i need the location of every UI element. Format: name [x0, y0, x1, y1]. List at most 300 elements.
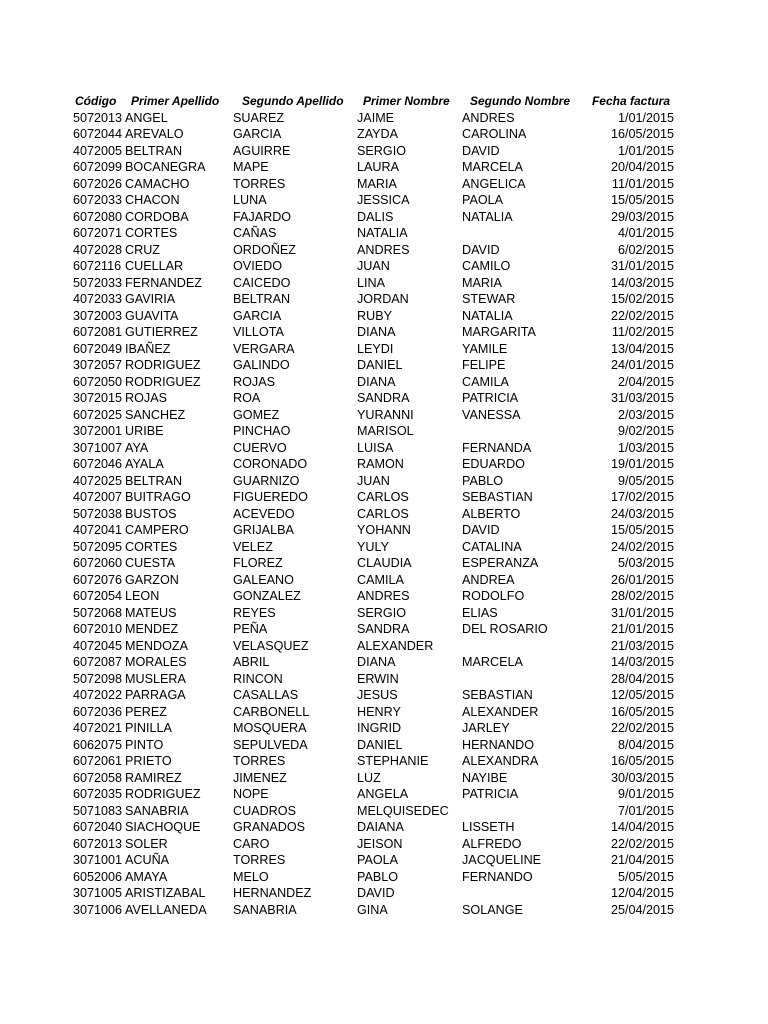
cell-segundo-apellido: GALINDO — [233, 358, 290, 372]
cell-fecha-factura: 12/05/2015 — [610, 688, 674, 702]
cell-segundo-nombre: HERNANDO — [462, 737, 535, 752]
table-row — [0, 555, 768, 572]
cell-segundo-apellido: GUARNIZO — [233, 473, 300, 488]
cell-primer-nombre: DALIS — [357, 209, 394, 224]
cell-segundo-apellido: REYES — [233, 605, 276, 620]
cell-primer-apellido: CRUZ — [125, 242, 160, 257]
cell-codigo: 6072081 — [73, 325, 123, 339]
cell-fecha-factura: 31/03/2015 — [610, 391, 674, 405]
cell-segundo-apellido: CASALLAS — [233, 688, 299, 702]
cell-segundo-nombre: DAVID — [462, 143, 500, 158]
cell-segundo-nombre: JARLEY — [462, 721, 510, 735]
cell-segundo-nombre: CAMILO — [462, 259, 511, 273]
table-row — [0, 258, 768, 275]
cell-primer-nombre: DIANA — [357, 655, 396, 669]
cell-fecha-factura: 14/04/2015 — [610, 820, 674, 834]
cell-primer-nombre: ANDRES — [357, 589, 410, 603]
cell-primer-nombre: JESSICA — [357, 193, 410, 207]
cell-segundo-apellido: GARCIA — [233, 308, 282, 323]
cell-primer-apellido: GUAVITA — [125, 308, 179, 323]
cell-codigo: 6072054 — [73, 589, 123, 603]
header-segundo-nombre: Segundo Nombre — [470, 94, 571, 108]
cell-primer-apellido: ANGEL — [125, 110, 168, 125]
cell-fecha-factura: 24/03/2015 — [610, 506, 674, 521]
cell-fecha-factura: 29/03/2015 — [610, 209, 674, 224]
cell-fecha-factura: 15/05/2015 — [610, 193, 674, 207]
cell-fecha-factura: 25/04/2015 — [610, 902, 674, 917]
cell-fecha-factura: 22/02/2015 — [610, 836, 674, 851]
cell-primer-apellido: SIACHOQUE — [125, 820, 201, 834]
cell-primer-nombre: NATALIA — [357, 226, 408, 240]
cell-segundo-nombre: LISSETH — [462, 820, 515, 834]
table-row — [0, 341, 768, 358]
cell-codigo: 6072040 — [73, 820, 123, 834]
cell-segundo-nombre: ANGELICA — [462, 176, 526, 191]
cell-fecha-factura: 22/02/2015 — [610, 721, 674, 735]
table-row — [0, 275, 768, 292]
cell-fecha-factura: 26/01/2015 — [610, 572, 674, 587]
table-row — [0, 704, 768, 721]
cell-fecha-factura: 14/03/2015 — [610, 655, 674, 669]
cell-primer-nombre: INGRID — [357, 721, 402, 735]
cell-segundo-apellido: GARCIA — [233, 127, 282, 141]
table-row — [0, 572, 768, 589]
table-row — [0, 737, 768, 754]
table-row — [0, 720, 768, 737]
cell-segundo-nombre: PATRICIA — [462, 787, 519, 801]
cell-fecha-factura: 20/04/2015 — [610, 160, 674, 174]
cell-primer-nombre: JAIME — [357, 110, 395, 125]
table-row — [0, 605, 768, 622]
cell-primer-nombre: DANIEL — [357, 737, 403, 752]
table-row — [0, 621, 768, 638]
cell-fecha-factura: 2/03/2015 — [617, 407, 674, 422]
cell-primer-apellido: LEON — [125, 589, 160, 603]
cell-primer-apellido: AMAYA — [125, 869, 168, 884]
cell-segundo-nombre: MARCELA — [462, 655, 523, 669]
table-row — [0, 489, 768, 506]
header-row — [0, 93, 768, 110]
table-row — [0, 885, 768, 902]
cell-primer-nombre: SERGIO — [357, 605, 406, 620]
cell-primer-nombre: DIANA — [357, 374, 396, 389]
cell-segundo-nombre: MARGARITA — [462, 325, 536, 339]
cell-codigo: 3071005 — [73, 886, 123, 900]
cell-fecha-factura: 16/05/2015 — [610, 754, 674, 768]
cell-primer-apellido: RODRIGUEZ — [125, 787, 201, 801]
cell-segundo-nombre: MARIA — [462, 275, 502, 290]
cell-segundo-apellido: CORONADO — [233, 457, 308, 471]
cell-codigo: 5072095 — [73, 539, 123, 554]
cell-primer-nombre: CARLOS — [357, 506, 409, 521]
cell-primer-nombre: JUAN — [357, 473, 390, 488]
table-row — [0, 143, 768, 160]
cell-primer-apellido: BELTRAN — [125, 473, 183, 488]
table-row — [0, 506, 768, 523]
table-row — [0, 852, 768, 869]
cell-primer-nombre: LAURA — [357, 160, 399, 174]
cell-primer-nombre: LINA — [357, 275, 385, 290]
cell-primer-apellido: MATEUS — [125, 605, 177, 620]
table-row — [0, 209, 768, 226]
cell-segundo-nombre: DEL ROSARIO — [462, 622, 548, 636]
cell-fecha-factura: 16/05/2015 — [610, 704, 674, 719]
cell-segundo-apellido: RINCON — [233, 671, 283, 686]
cell-primer-nombre: JORDAN — [357, 292, 409, 306]
table-row — [0, 126, 768, 143]
table-row — [0, 638, 768, 655]
table-body — [0, 110, 768, 919]
header-segundo-apellido: Segundo Apellido — [242, 94, 344, 108]
cell-segundo-nombre: SOLANGE — [462, 902, 523, 917]
cell-primer-apellido: URIBE — [125, 424, 164, 438]
cell-segundo-apellido: NOPE — [233, 787, 269, 801]
cell-segundo-apellido: MELO — [233, 869, 269, 884]
cell-primer-apellido: PRIETO — [125, 754, 172, 768]
cell-segundo-apellido: CAICEDO — [233, 275, 291, 290]
table-row — [0, 522, 768, 539]
cell-fecha-factura: 2/04/2015 — [617, 374, 674, 389]
cell-primer-nombre: YURANNI — [357, 407, 414, 422]
cell-segundo-apellido: ROJAS — [233, 374, 275, 389]
cell-segundo-apellido: VILLOTA — [233, 325, 284, 339]
cell-codigo: 4072021 — [73, 721, 123, 735]
cell-primer-nombre: GINA — [357, 902, 388, 917]
cell-codigo: 4072007 — [73, 490, 123, 504]
cell-fecha-factura: 15/02/2015 — [610, 292, 674, 306]
table-row — [0, 324, 768, 341]
cell-segundo-apellido: PINCHAO — [233, 424, 291, 438]
cell-primer-nombre: DANIEL — [357, 358, 403, 372]
cell-codigo: 4072025 — [73, 473, 123, 488]
cell-codigo: 5072033 — [73, 275, 123, 290]
cell-codigo: 6072058 — [73, 770, 123, 785]
cell-segundo-apellido: CUERVO — [233, 440, 287, 455]
cell-primer-apellido: CUESTA — [125, 556, 176, 570]
cell-primer-nombre: JEISON — [357, 836, 403, 851]
cell-primer-apellido: GAVIRIA — [125, 292, 176, 306]
cell-primer-apellido: PINILLA — [125, 721, 172, 735]
cell-primer-apellido: BUITRAGO — [125, 490, 191, 504]
cell-fecha-factura: 14/03/2015 — [610, 275, 674, 290]
cell-primer-apellido: MENDOZA — [125, 638, 188, 653]
cell-codigo: 6072071 — [73, 226, 123, 240]
cell-fecha-factura: 31/01/2015 — [610, 605, 674, 620]
cell-codigo: 5072098 — [73, 671, 123, 686]
cell-segundo-apellido: GRANADOS — [233, 820, 306, 834]
table-row — [0, 423, 768, 440]
cell-segundo-apellido: SEPULVEDA — [233, 737, 308, 752]
cell-primer-apellido: BELTRAN — [125, 143, 183, 158]
cell-primer-apellido: CHACON — [125, 193, 180, 207]
cell-primer-apellido: BUSTOS — [125, 506, 177, 521]
cell-codigo: 3071001 — [73, 853, 123, 867]
cell-segundo-apellido: CARO — [233, 836, 270, 851]
cell-primer-nombre: SANDRA — [357, 622, 410, 636]
cell-primer-nombre: RAMON — [357, 457, 404, 471]
cell-segundo-nombre: ANDRES — [462, 110, 515, 125]
cell-codigo: 3072001 — [73, 424, 123, 438]
cell-segundo-apellido: ROA — [233, 391, 261, 405]
cell-primer-apellido: PEREZ — [125, 704, 167, 719]
cell-primer-apellido: ROJAS — [125, 391, 167, 405]
cell-codigo: 6072076 — [73, 572, 123, 587]
cell-primer-nombre: ERWIN — [357, 671, 399, 686]
cell-codigo: 4072022 — [73, 688, 123, 702]
cell-segundo-apellido: FAJARDO — [233, 209, 292, 224]
cell-segundo-apellido: ABRIL — [233, 655, 270, 669]
cell-primer-nombre: CAMILA — [357, 572, 404, 587]
cell-primer-nombre: CLAUDIA — [357, 556, 412, 570]
cell-segundo-nombre: FERNANDA — [462, 440, 532, 455]
cell-fecha-factura: 13/04/2015 — [610, 341, 674, 356]
cell-primer-nombre: SANDRA — [357, 391, 410, 405]
cell-fecha-factura: 1/01/2015 — [617, 110, 674, 125]
cell-codigo: 6072026 — [73, 176, 123, 191]
cell-primer-nombre: JESUS — [357, 688, 398, 702]
cell-fecha-factura: 24/02/2015 — [610, 539, 674, 554]
cell-segundo-apellido: OVIEDO — [233, 259, 282, 273]
cell-primer-nombre: STEPHANIE — [357, 754, 429, 768]
cell-fecha-factura: 19/01/2015 — [610, 457, 674, 471]
table-row — [0, 819, 768, 836]
cell-primer-nombre: LEYDI — [357, 341, 394, 356]
cell-primer-nombre: PABLO — [357, 869, 399, 884]
cell-primer-nombre: DAIANA — [357, 820, 404, 834]
cell-primer-nombre: JUAN — [357, 259, 390, 273]
cell-codigo: 6072049 — [73, 341, 123, 356]
cell-fecha-factura: 1/03/2015 — [617, 440, 674, 455]
cell-primer-apellido: RODRIGUEZ — [125, 374, 201, 389]
cell-primer-nombre: PAOLA — [357, 853, 399, 867]
table-row — [0, 803, 768, 820]
cell-fecha-factura: 11/01/2015 — [611, 176, 674, 191]
cell-fecha-factura: 24/01/2015 — [610, 358, 674, 372]
cell-primer-apellido: ACUÑA — [125, 853, 170, 867]
table-row — [0, 869, 768, 886]
cell-segundo-nombre: ALBERTO — [462, 506, 521, 521]
cell-codigo: 6072046 — [73, 457, 123, 471]
cell-codigo: 6072087 — [73, 655, 123, 669]
cell-fecha-factura: 9/02/2015 — [617, 424, 674, 438]
cell-primer-nombre: MELQUISEDEC — [357, 803, 449, 818]
cell-segundo-nombre: NATALIA — [462, 308, 513, 323]
cell-primer-apellido: CAMPERO — [125, 523, 189, 537]
cell-codigo: 3072057 — [73, 358, 123, 372]
cell-segundo-nombre: DAVID — [462, 523, 500, 537]
table-row — [0, 110, 768, 127]
cell-primer-apellido: AYALA — [125, 457, 164, 471]
table-row — [0, 357, 768, 374]
header-primer-nombre: Primer Nombre — [363, 94, 450, 108]
cell-primer-apellido: AREVALO — [125, 127, 184, 141]
cell-primer-apellido: ARISTIZABAL — [125, 886, 206, 900]
cell-fecha-factura: 6/02/2015 — [617, 242, 674, 257]
cell-primer-apellido: RODRIGUEZ — [125, 358, 201, 372]
cell-segundo-apellido: TORRES — [233, 176, 286, 191]
cell-primer-apellido: GUTIERREZ — [125, 325, 198, 339]
cell-codigo: 5072068 — [73, 605, 123, 620]
cell-codigo: 4072033 — [73, 292, 123, 306]
table-row — [0, 671, 768, 688]
cell-primer-nombre: SERGIO — [357, 143, 406, 158]
cell-segundo-apellido: SUAREZ — [233, 110, 285, 125]
cell-primer-nombre: RUBY — [357, 308, 392, 323]
cell-segundo-nombre: PATRICIA — [462, 391, 519, 405]
cell-primer-nombre: MARIA — [357, 176, 397, 191]
cell-codigo: 6072010 — [73, 622, 123, 636]
cell-primer-apellido: PARRAGA — [125, 688, 186, 702]
table-row — [0, 539, 768, 556]
cell-codigo: 6072116 — [73, 259, 122, 273]
cell-segundo-apellido: ORDOÑEZ — [233, 242, 296, 257]
cell-primer-nombre: LUZ — [357, 770, 381, 785]
cell-segundo-apellido: LUNA — [233, 193, 267, 207]
table-row — [0, 836, 768, 853]
cell-codigo: 3072015 — [73, 391, 123, 405]
cell-segundo-apellido: SANABRIA — [233, 902, 297, 917]
cell-segundo-apellido: TORRES — [233, 853, 286, 867]
cell-segundo-nombre: CAROLINA — [462, 127, 527, 141]
cell-codigo: 3071007 — [73, 440, 123, 455]
cell-primer-apellido: BOCANEGRA — [125, 160, 206, 174]
cell-segundo-nombre: FELIPE — [462, 358, 506, 372]
cell-codigo: 4072045 — [73, 638, 123, 653]
cell-primer-apellido: GARZON — [125, 572, 179, 587]
cell-fecha-factura: 1/01/2015 — [617, 143, 674, 158]
cell-segundo-apellido: CAÑAS — [233, 226, 277, 240]
cell-segundo-apellido: MOSQUERA — [233, 721, 307, 735]
cell-segundo-apellido: CUADROS — [233, 803, 296, 818]
cell-fecha-factura: 12/04/2015 — [610, 886, 674, 900]
cell-fecha-factura: 15/05/2015 — [610, 523, 674, 537]
cell-segundo-nombre: STEWAR — [462, 292, 516, 306]
cell-fecha-factura: 4/01/2015 — [617, 226, 674, 240]
cell-segundo-nombre: PAOLA — [462, 193, 504, 207]
cell-primer-nombre: ZAYDA — [357, 127, 399, 141]
table-row — [0, 786, 768, 803]
cell-fecha-factura: 21/01/2015 — [610, 622, 674, 636]
table-row — [0, 291, 768, 308]
cell-codigo: 6072050 — [73, 374, 123, 389]
cell-codigo: 3072003 — [73, 308, 123, 323]
cell-fecha-factura: 5/05/2015 — [617, 869, 674, 884]
cell-fecha-factura: 21/03/2015 — [610, 638, 674, 653]
cell-segundo-nombre: DAVID — [462, 242, 500, 257]
cell-fecha-factura: 9/01/2015 — [617, 787, 674, 801]
cell-fecha-factura: 9/05/2015 — [617, 473, 674, 488]
cell-segundo-apellido: GOMEZ — [233, 407, 280, 422]
cell-segundo-nombre: VANESSA — [462, 407, 521, 422]
cell-primer-nombre: HENRY — [357, 704, 401, 719]
table-row — [0, 159, 768, 176]
cell-primer-apellido: RAMIREZ — [125, 770, 182, 785]
cell-segundo-nombre: NAYIBE — [462, 770, 508, 785]
cell-primer-apellido: SOLER — [125, 836, 168, 851]
table-row — [0, 374, 768, 391]
table-row — [0, 770, 768, 787]
table-row — [0, 473, 768, 490]
cell-primer-apellido: FERNANDEZ — [125, 275, 202, 290]
cell-segundo-apellido: VELEZ — [233, 539, 273, 554]
table-row — [0, 588, 768, 605]
cell-segundo-nombre: CAMILA — [462, 374, 509, 389]
cell-segundo-apellido: VERGARA — [233, 341, 295, 356]
cell-segundo-apellido: GONZALEZ — [233, 589, 301, 603]
cell-codigo: 6072099 — [73, 160, 123, 174]
cell-codigo: 6072060 — [73, 556, 123, 570]
cell-codigo: 4072005 — [73, 143, 123, 158]
cell-segundo-apellido: JIMENEZ — [233, 770, 287, 785]
table-row — [0, 407, 768, 424]
cell-primer-apellido: CORTES — [125, 539, 178, 554]
cell-primer-nombre: DIANA — [357, 325, 396, 339]
cell-segundo-nombre: ALEXANDER — [462, 704, 539, 719]
cell-primer-apellido: AYA — [125, 440, 149, 455]
cell-primer-apellido: MUSLERA — [125, 671, 186, 686]
table-row — [0, 440, 768, 457]
table-row — [0, 308, 768, 325]
cell-segundo-apellido: VELASQUEZ — [233, 638, 309, 653]
cell-fecha-factura: 5/03/2015 — [617, 556, 674, 570]
cell-segundo-nombre: ESPERANZA — [462, 556, 539, 570]
cell-codigo: 6072025 — [73, 407, 123, 422]
cell-codigo: 5072013 — [73, 110, 123, 125]
spreadsheet-table — [0, 93, 768, 918]
cell-primer-apellido: IBAÑEZ — [125, 341, 171, 356]
cell-primer-apellido: CAMACHO — [125, 176, 190, 191]
cell-primer-apellido: CORTES — [125, 226, 178, 240]
cell-primer-apellido: SANABRIA — [125, 803, 189, 818]
cell-primer-nombre: ALEXANDER — [357, 638, 434, 653]
cell-segundo-apellido: FIGUEREDO — [233, 490, 308, 504]
cell-segundo-nombre: ALFREDO — [462, 836, 522, 851]
cell-codigo: 5072038 — [73, 506, 123, 521]
table-row — [0, 456, 768, 473]
cell-codigo: 6072013 — [73, 836, 123, 851]
cell-primer-nombre: LUISA — [357, 440, 394, 455]
cell-codigo: 6072080 — [73, 209, 123, 224]
cell-fecha-factura: 11/02/2015 — [611, 325, 674, 339]
table-row — [0, 902, 768, 919]
cell-fecha-factura: 28/02/2015 — [610, 589, 674, 603]
cell-segundo-apellido: GALEANO — [233, 572, 294, 587]
cell-segundo-nombre: NATALIA — [462, 209, 513, 224]
cell-fecha-factura: 30/03/2015 — [610, 770, 674, 785]
cell-segundo-nombre: RODOLFO — [462, 589, 525, 603]
cell-primer-apellido: AVELLANEDA — [125, 902, 207, 917]
cell-fecha-factura: 28/04/2015 — [610, 671, 674, 686]
cell-segundo-nombre: PABLO — [462, 473, 504, 488]
cell-fecha-factura: 7/01/2015 — [617, 803, 674, 818]
cell-primer-apellido: CUELLAR — [125, 259, 184, 273]
cell-primer-apellido: SANCHEZ — [125, 407, 186, 422]
cell-segundo-nombre: FERNANDO — [462, 869, 533, 884]
header-primer-apellido: Primer Apellido — [131, 94, 220, 108]
cell-segundo-nombre: SEBASTIAN — [462, 688, 533, 702]
cell-primer-nombre: DAVID — [357, 886, 395, 900]
cell-codigo: 6072044 — [73, 127, 123, 141]
cell-codigo: 6072035 — [73, 787, 123, 801]
cell-segundo-apellido: FLOREZ — [233, 556, 283, 570]
cell-primer-nombre: ANGELA — [357, 787, 409, 801]
cell-codigo: 6052006 — [73, 869, 123, 884]
cell-primer-nombre: YULY — [357, 539, 389, 554]
cell-segundo-nombre: CATALINA — [462, 539, 522, 554]
cell-primer-nombre: ANDRES — [357, 242, 410, 257]
header-fecha-factura: Fecha factura — [591, 94, 670, 108]
cell-fecha-factura: 17/02/2015 — [610, 490, 674, 504]
